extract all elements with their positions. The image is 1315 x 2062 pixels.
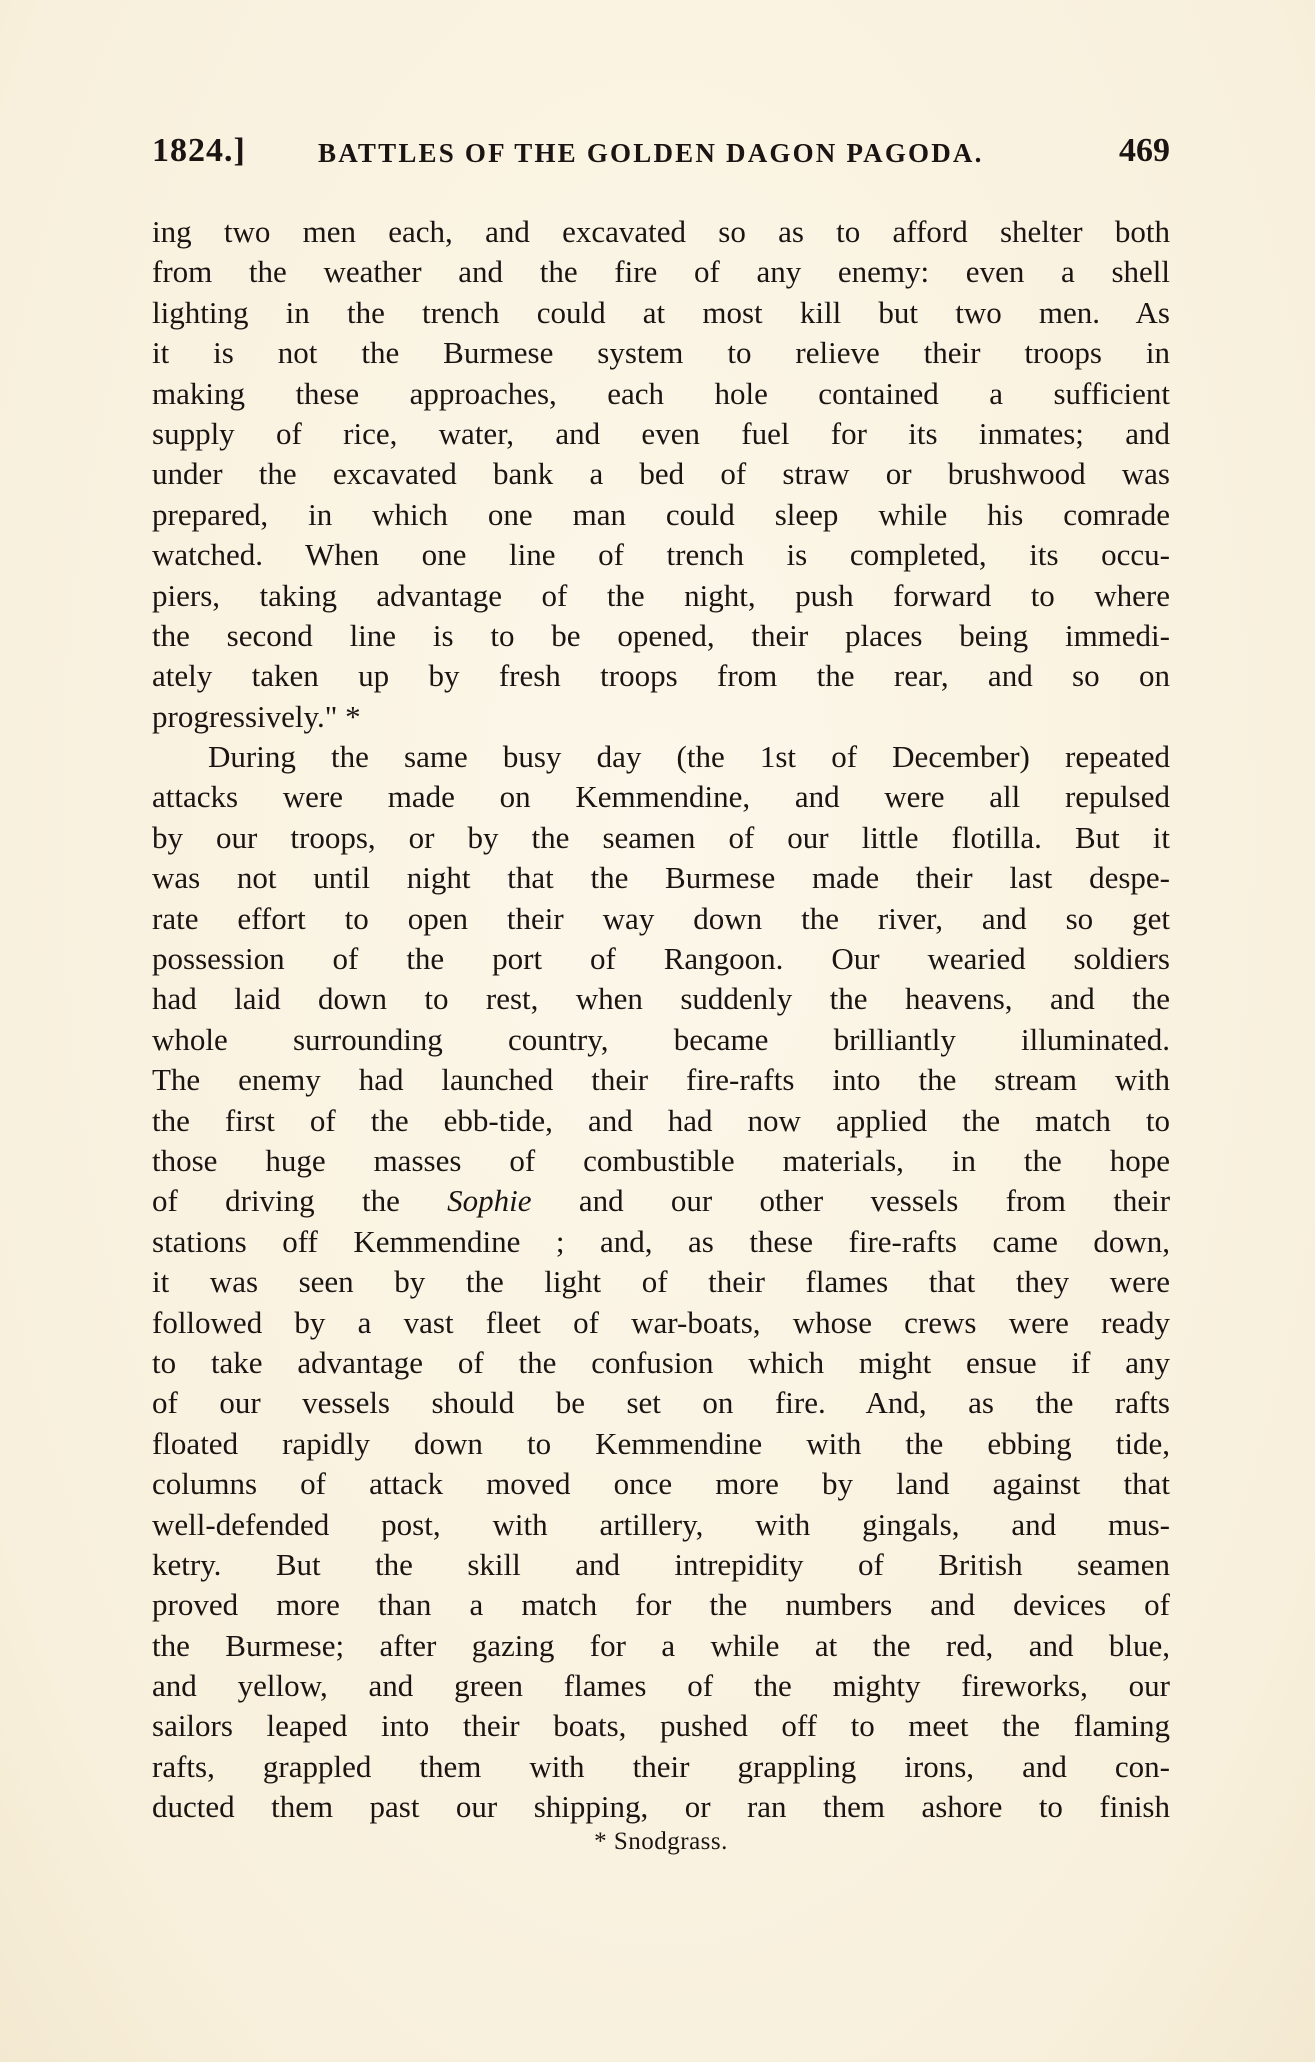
- text-line: sailors leaped into their boats, pushed off to meet the flaming: [152, 1708, 1170, 1744]
- text-line: floated rapidly down to Kemmendine with the ebbing tide,: [152, 1425, 1170, 1461]
- text-line: had laid down to rest, when suddenly the heavens, and the: [152, 981, 1170, 1017]
- text-line: it was seen by the light of their flames that they were: [152, 1264, 1170, 1300]
- text-fragment: of driving the: [152, 1183, 400, 1219]
- ship-name-italic: Sophie: [447, 1183, 532, 1219]
- text-line: the Burmese; after gazing for a while at the red, and blue,: [152, 1627, 1170, 1663]
- text-line: followed by a vast fleet of war-boats, whose crews were ready: [152, 1304, 1170, 1340]
- text-line: and yellow, and green flames of the mighty fireworks, our: [152, 1668, 1170, 1704]
- text-line: making these approaches, each hole contained a sufficient: [152, 375, 1170, 411]
- text-line-with-ship-name: [152, 1181, 1170, 1221]
- text-line: those huge masses of combustible materials, in the hope: [152, 1142, 1170, 1178]
- text-line: well-defended post, with artillery, with gingals, and mus-: [152, 1506, 1170, 1542]
- text-line: prepared, in which one man could sleep while his comrade: [152, 496, 1170, 532]
- text-line: under the excavated bank a bed of straw or brushwood was: [152, 456, 1170, 492]
- text-line: lighting in the trench could at most kill but two men. As: [152, 294, 1170, 330]
- text-line: ducted them past our shipping, or ran them ashore to finish: [152, 1789, 1170, 1825]
- text-line: rate effort to open their way down the river, and so get: [152, 900, 1170, 936]
- text-line: from the weather and the fire of any enemy: even a shell: [152, 254, 1170, 290]
- text-line: was not until night that the Burmese made their last despe-: [152, 860, 1170, 896]
- running-header: [152, 132, 1170, 172]
- page-number: 469: [1119, 132, 1170, 169]
- text-line: of our vessels should be set on fire. And, as the rafts: [152, 1385, 1170, 1421]
- text-line: whole surrounding country, became brilliantly illuminated.: [152, 1021, 1170, 1057]
- text-line: by our troops, or by the seamen of our little flotilla. But it: [152, 819, 1170, 855]
- text-line: it is not the Burmese system to relieve their troops in: [152, 335, 1170, 371]
- text-line: stations off Kemmendine ; and, as these fire-rafts came down,: [152, 1223, 1170, 1259]
- text-line: proved more than a match for the numbers and devices of: [152, 1587, 1170, 1623]
- text-line: The enemy had launched their fire-rafts into the stream with: [152, 1062, 1170, 1098]
- text-line: supply of rice, water, and even fuel for its inmates; and: [152, 415, 1170, 451]
- text-fragment: and our other vessels from their: [578, 1183, 1170, 1219]
- text-line: ketry. But the skill and intrepidity of British seamen: [152, 1546, 1170, 1582]
- text-line: attacks were made on Kemmendine, and were all repulsed: [152, 779, 1170, 815]
- body-text: [152, 212, 1170, 1828]
- header-title: BATTLES OF THE GOLDEN DAGON PAGODA.: [318, 138, 984, 168]
- text-line: ately taken up by fresh troops from the rear, and so on: [152, 658, 1170, 694]
- text-line: progressively." *: [152, 698, 361, 734]
- text-line: ing two men each, and excavated so as to afford shelter both: [152, 214, 1170, 249]
- header-year: 1824.]: [152, 132, 246, 169]
- paragraph-start-line: During the same busy day (the 1st of December) repeated: [208, 739, 1170, 775]
- text-line: columns of attack moved once more by land against that: [152, 1466, 1170, 1502]
- text-line: the first of the ebb-tide, and had now applied the match to: [152, 1102, 1170, 1138]
- text-line: watched. When one line of trench is completed, its occu-: [152, 537, 1170, 573]
- text-line: the second line is to be opened, their places being immedi-: [152, 617, 1170, 653]
- text-line: possession of the port of Rangoon. Our wearied soldiers: [152, 941, 1170, 977]
- text-line: to take advantage of the confusion which might ensue if any: [152, 1344, 1170, 1380]
- text-line: rafts, grappled them with their grappling irons, and con-: [152, 1748, 1170, 1784]
- text-line: piers, taking advantage of the night, push forward to where: [152, 577, 1170, 613]
- footnote: * Snodgrass.: [594, 1828, 728, 1855]
